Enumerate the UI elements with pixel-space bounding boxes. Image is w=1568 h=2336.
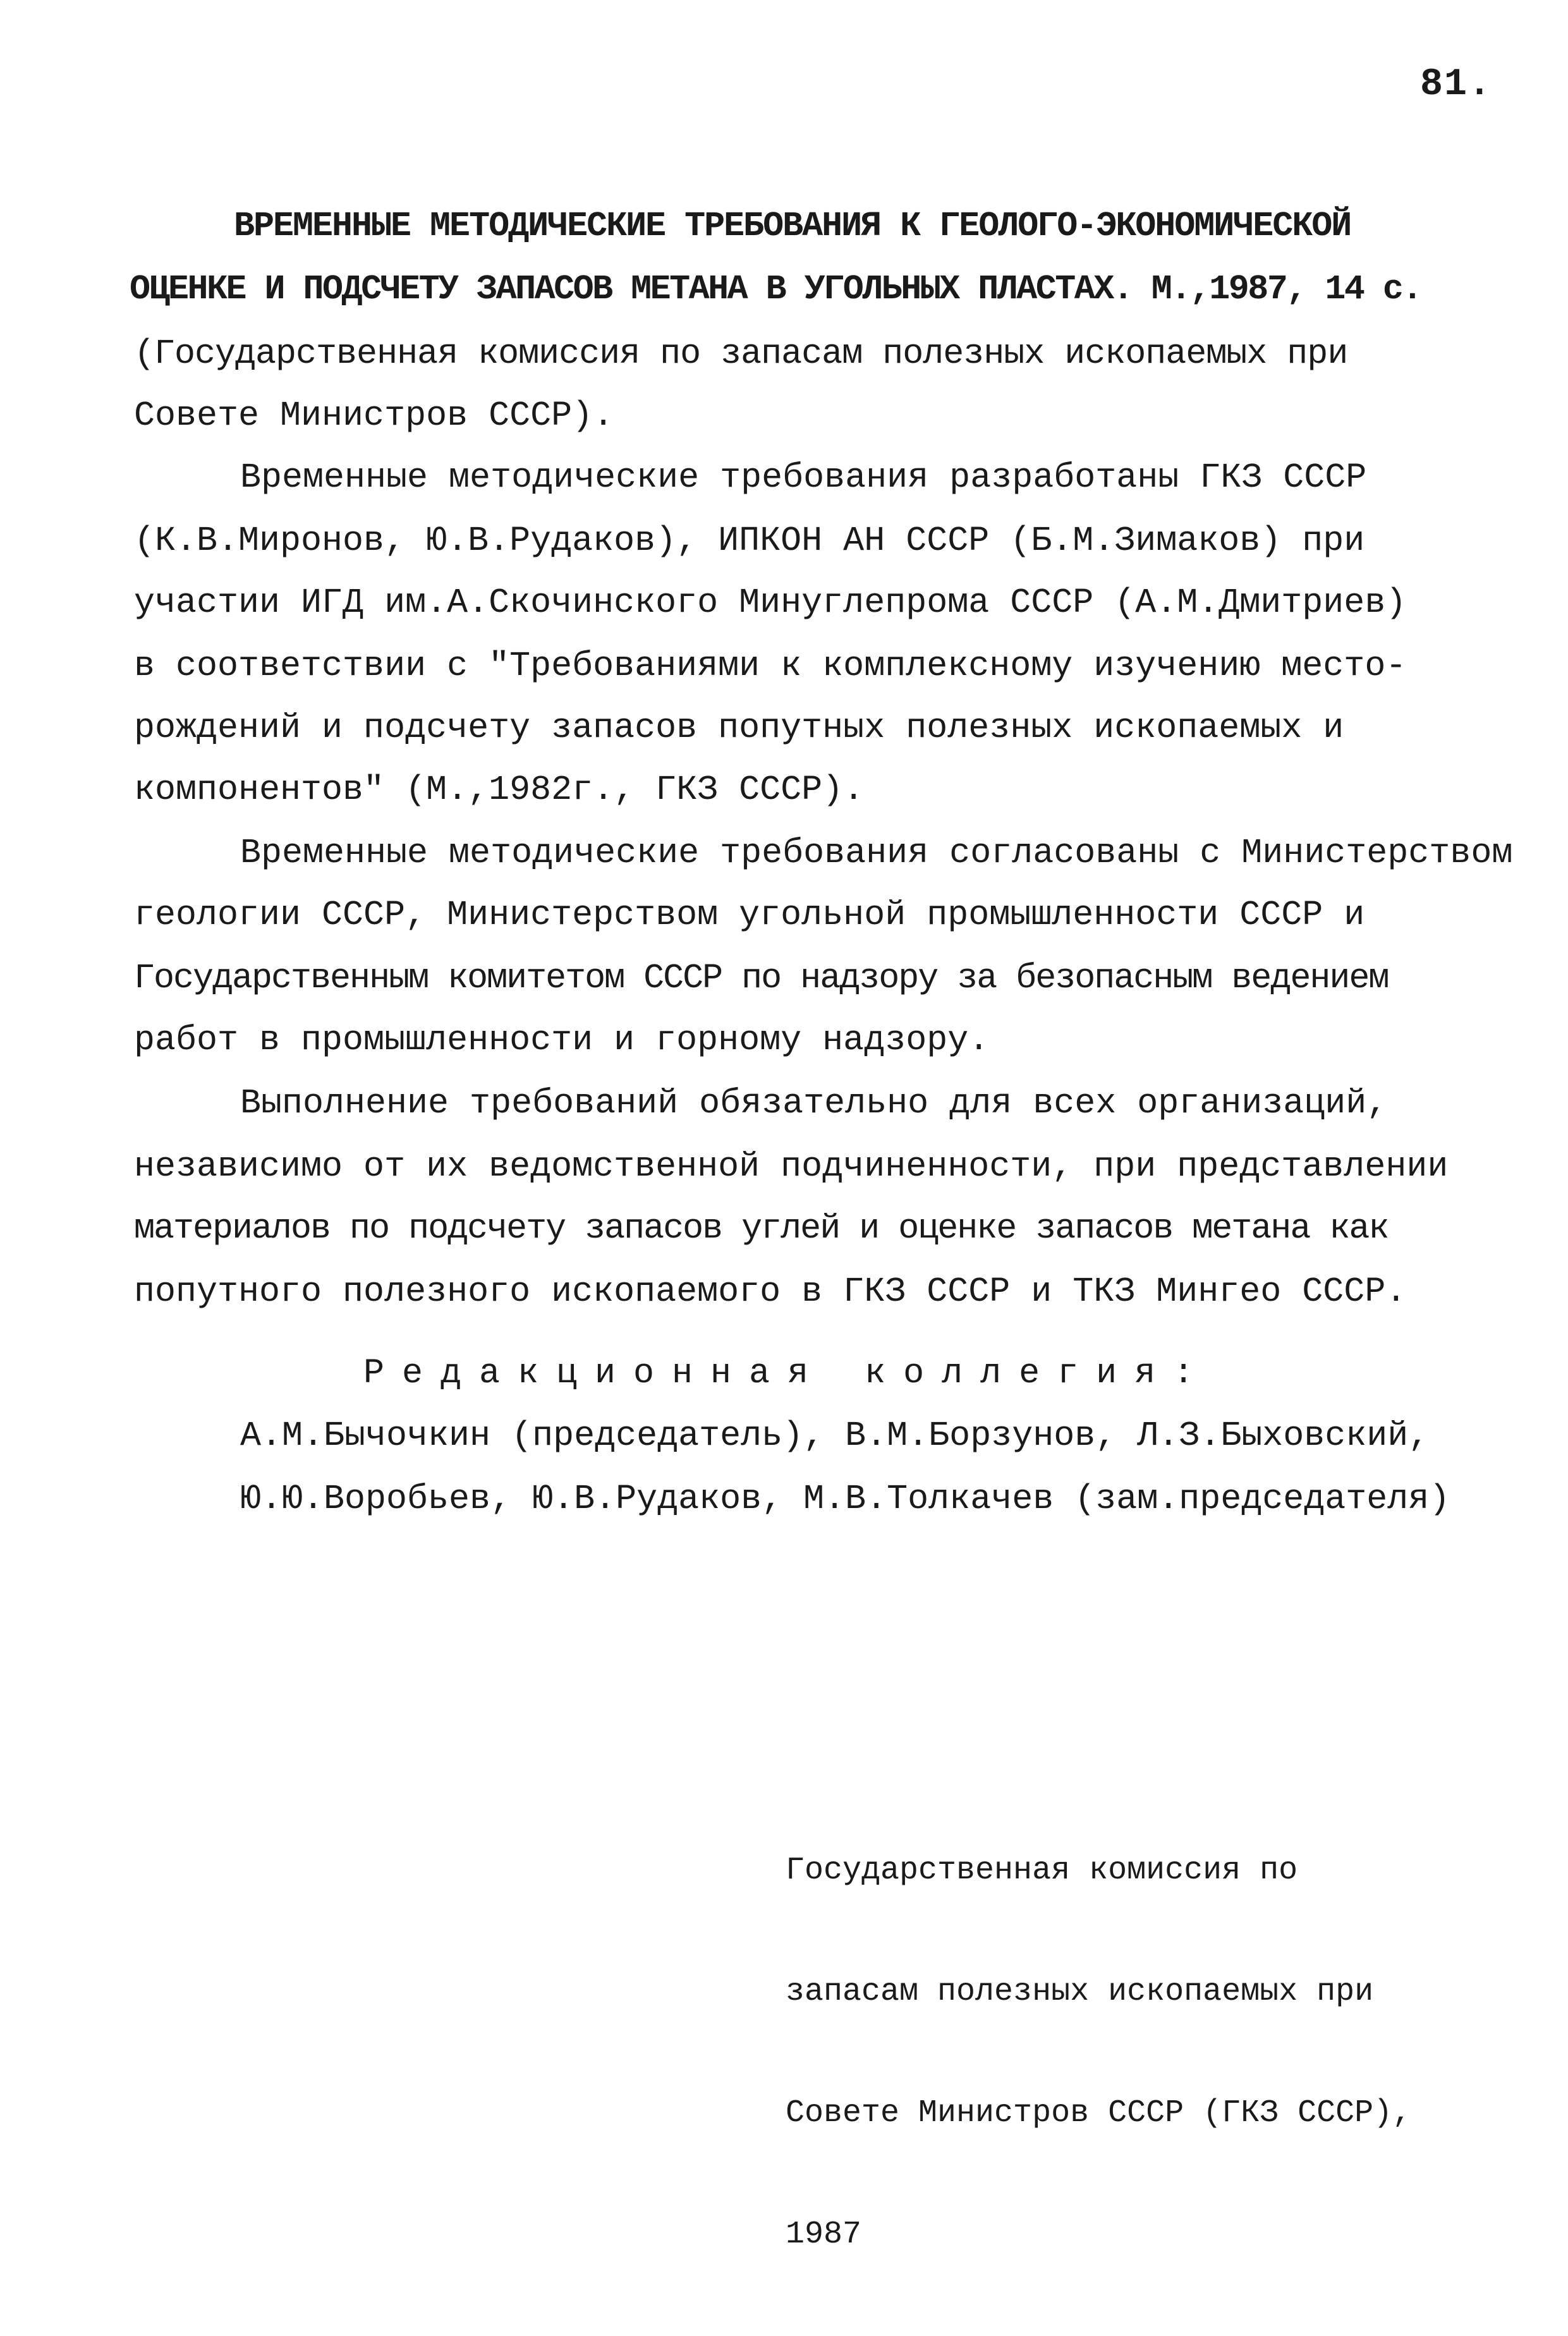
- paragraph1-line-4: в соответствии с "Требованиями к комплексному изучению место-: [134, 646, 1407, 686]
- footer-line-1: Государственная комиссия по: [786, 1852, 1298, 1889]
- title-line-1: ВРЕМЕННЫЕ МЕТОДИЧЕСКИЕ ТРЕБОВАНИЯ К ГЕОЛОГО-ЭКОНОМИЧЕСКОЙ: [234, 206, 1351, 246]
- paragraph3-line-2: независимо от их ведомственной подчиненности, при представлении: [134, 1147, 1449, 1186]
- paragraph1-line-5: рождений и подсчету запасов попутных полезных ископаемых и: [134, 708, 1344, 748]
- paragraph3-line-4: попутного полезного ископаемого в ГКЗ СССР и ТКЗ Мингео СССР.: [134, 1272, 1407, 1311]
- footer-line-4: 1987: [786, 2217, 862, 2253]
- publisher-footer: [786, 1770, 1411, 2336]
- paragraph1-line-1: Временные методические требования разработаны ГКЗ СССР: [240, 458, 1367, 497]
- paragraph1-line-3: участии ИГД им.А.Скочинского Минуглепрома СССР (А.М.Дмитриев): [134, 583, 1407, 623]
- editorial-heading: Редакционная коллегия:: [363, 1353, 1212, 1393]
- page-number: 81.: [1419, 63, 1492, 106]
- paragraph2-line-1: Временные методические требования согласованы с Министерством: [240, 833, 1513, 873]
- editorial-line-1: А.М.Бычочкин (председатель), В.М.Борзунов, Л.З.Быховский,: [240, 1416, 1430, 1456]
- paragraph2-line-4: работ в промышленности и горному надзору.: [134, 1020, 990, 1060]
- title-line-2: ОЦЕНКЕ И ПОДСЧЕТУ ЗАПАСОВ МЕТАНА В УГОЛЬНЫХ ПЛАСТАХ. М.,1987, 14 с.: [130, 269, 1421, 309]
- editorial-line-2: Ю.Ю.Воробьев, Ю.В.Рудаков, М.В.Толкачев (зам.председателя): [240, 1479, 1450, 1519]
- paragraph3-line-1: Выполнение требований обязательно для всех организаций,: [240, 1083, 1388, 1123]
- title-line-3: (Государственная комиссия по запасам полезных ископаемых при: [134, 334, 1348, 374]
- footer-line-3: Совете Министров СССР (ГКЗ СССР),: [786, 2095, 1412, 2131]
- paragraph3-line-3: материалов по подсчету запасов углей и оценке запасов метана как: [134, 1208, 1389, 1248]
- footer-line-2: запасам полезных ископаемых при: [786, 1974, 1374, 2010]
- title-line-4: Совете Министров СССР).: [134, 396, 614, 435]
- paragraph1-line-6: компонентов" (М.,1982г., ГКЗ СССР).: [134, 770, 865, 810]
- paragraph2-line-3: Государственным комитетом СССР по надзору за безопасным ведением: [134, 958, 1389, 998]
- paragraph2-line-2: геологии СССР, Министерством угольной промышленности СССР и: [134, 895, 1365, 935]
- paragraph1-line-2: (К.В.Миронов, Ю.В.Рудаков), ИПКОН АН СССР (Б.М.Зимаков) при: [134, 521, 1365, 561]
